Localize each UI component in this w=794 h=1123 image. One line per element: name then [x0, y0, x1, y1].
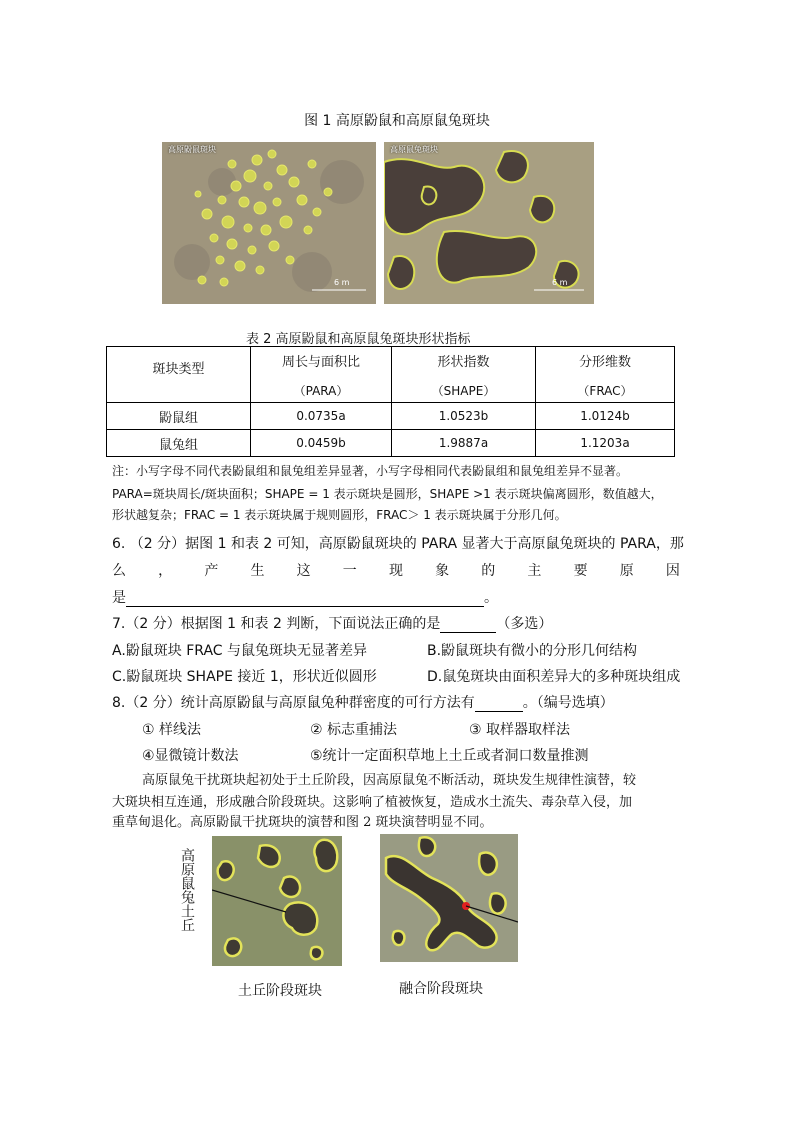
- table-note-line1: 注：小写字母不同代表鼢鼠组和鼠兔组差异显著，小写字母相同代表鼢鼠组和鼠兔组差异不显著。: [112, 464, 629, 478]
- pika-patch-photo: [384, 142, 594, 304]
- q6-line3: 是 。: [112, 590, 498, 606]
- row-shape: 1.9887a: [392, 430, 536, 457]
- q6-line1: 6. （2 分）据图 1 和表 2 可知，高原鼢鼠斑块的 PARA 显著大于高原鼠兔斑块的 PARA，那: [112, 536, 684, 552]
- q6-line2-char: 因: [665, 563, 680, 579]
- q8-method-5: ⑤统计一定面积草地上土丘或者洞口数量推测: [310, 748, 589, 764]
- q6-line2-char: 象: [435, 563, 450, 579]
- zokor-photo-label: 高原鼢鼠斑块: [168, 145, 216, 154]
- q8-method-2: ② 标志重捕法: [310, 722, 398, 738]
- paragraph-line3: 重草甸退化。高原鼢鼠干扰斑块的演替和图 2 斑块演替明显不同。: [112, 815, 493, 830]
- q8-answer-blank[interactable]: [475, 695, 523, 712]
- q6-line2-char: 一: [342, 563, 357, 579]
- q7-option-c: C.鼢鼠斑块 SHAPE 接近 1，形状近似圆形: [112, 669, 377, 685]
- figure1-caption: 图 1 高原鼢鼠和高原鼠兔斑块: [304, 113, 490, 129]
- row-para: 0.0459b: [251, 430, 392, 457]
- q6-line2-char: 生: [250, 563, 265, 579]
- q8-method-4: ④显微镜计数法: [142, 748, 239, 764]
- row-shape: 1.0523b: [392, 403, 536, 430]
- zokor-scale-label: 6 m: [334, 278, 350, 287]
- mound-stage-caption: 土丘阶段斑块: [238, 983, 322, 999]
- pika-scale-label: 6 m: [552, 278, 568, 287]
- paragraph-line1: 高原鼠兔干扰斑块起初处于土丘阶段，因高原鼠兔不断活动，斑块发生规律性演替，较: [142, 773, 637, 788]
- q7-option-d: D.鼠兔斑块由面积差异大的多种斑块组成: [427, 669, 681, 685]
- q6-line2-char: 现: [388, 563, 403, 579]
- header-cell: 周长与面积比 （PARA）: [251, 347, 392, 403]
- row-type: 鼢鼠组: [107, 403, 251, 430]
- q6-line2-char: 的: [481, 563, 496, 579]
- q7-answer-blank[interactable]: [440, 616, 496, 633]
- row-frac: 1.0124b: [536, 403, 675, 430]
- table-note-line3: 形状越复杂；FRAC = 1 表示斑块属于规则圆形，FRAC＞ 1 表示斑块属于分形几何。: [112, 508, 567, 522]
- q6-line2-char: 要: [573, 563, 588, 579]
- q6-answer-blank[interactable]: [126, 590, 484, 607]
- header-cell: 形状指数 （SHAPE）: [392, 347, 536, 403]
- q8-stem: 8.（2 分）统计高原鼢鼠与高原鼠兔种群密度的可行方法有 。（编号选填）: [112, 695, 614, 711]
- pika-photo-label: 高原鼠兔斑块: [390, 145, 438, 154]
- q6-line2-char: 么: [112, 563, 126, 579]
- shape-index-table: [106, 346, 675, 457]
- table-header-row: [107, 347, 675, 403]
- q8-method-3: ③ 取样器取样法: [469, 722, 571, 738]
- q8-method-1: ① 样线法: [142, 722, 202, 738]
- q6-line2-char: 原: [619, 563, 634, 579]
- table-row: [107, 403, 675, 430]
- header-cell: 斑块类型: [107, 347, 251, 403]
- merge-stage-photo: [380, 834, 518, 962]
- table2-caption: 表 2 高原鼢鼠和高原鼠兔斑块形状指标: [246, 332, 471, 347]
- q6-line2-char: 产: [204, 563, 219, 579]
- row-frac: 1.1203a: [536, 430, 675, 457]
- q6-line2-char: 这: [296, 563, 311, 579]
- zokor-patch-photo: [162, 142, 376, 304]
- q7-option-a: A.鼢鼠斑块 FRAC 与鼠兔斑块无显著差异: [112, 643, 368, 659]
- q6-line2-char: 主: [527, 563, 542, 579]
- header-cell: 分形维数 （FRAC）: [536, 347, 675, 403]
- q7-stem: 7.（2 分）根据图 1 和表 2 判断，下面说法正确的是 （多选）: [112, 616, 553, 632]
- merge-stage-caption: 融合阶段斑块: [399, 981, 483, 997]
- mound-stage-photo: [212, 836, 342, 966]
- row-para: 0.0735a: [251, 403, 392, 430]
- pika-mound-side-label: 高原鼠兔土丘: [179, 848, 195, 932]
- q6-line2: [112, 560, 680, 580]
- table-note-line2: PARA=斑块周长/斑块面积；SHAPE = 1 表示斑块是圆形，SHAPE >1 表示斑块偏离圆形，数值越大，: [112, 487, 663, 501]
- q7-option-b: B.鼢鼠斑块有微小的分形几何结构: [427, 643, 638, 659]
- row-type: 鼠兔组: [107, 430, 251, 457]
- q6-line2-char: ，: [158, 563, 173, 579]
- table-row: [107, 430, 675, 457]
- paragraph-line2: 大斑块相互连通，形成融合阶段斑块。这影响了植被恢复，造成水土流失、毒杂草入侵，加: [112, 795, 633, 810]
